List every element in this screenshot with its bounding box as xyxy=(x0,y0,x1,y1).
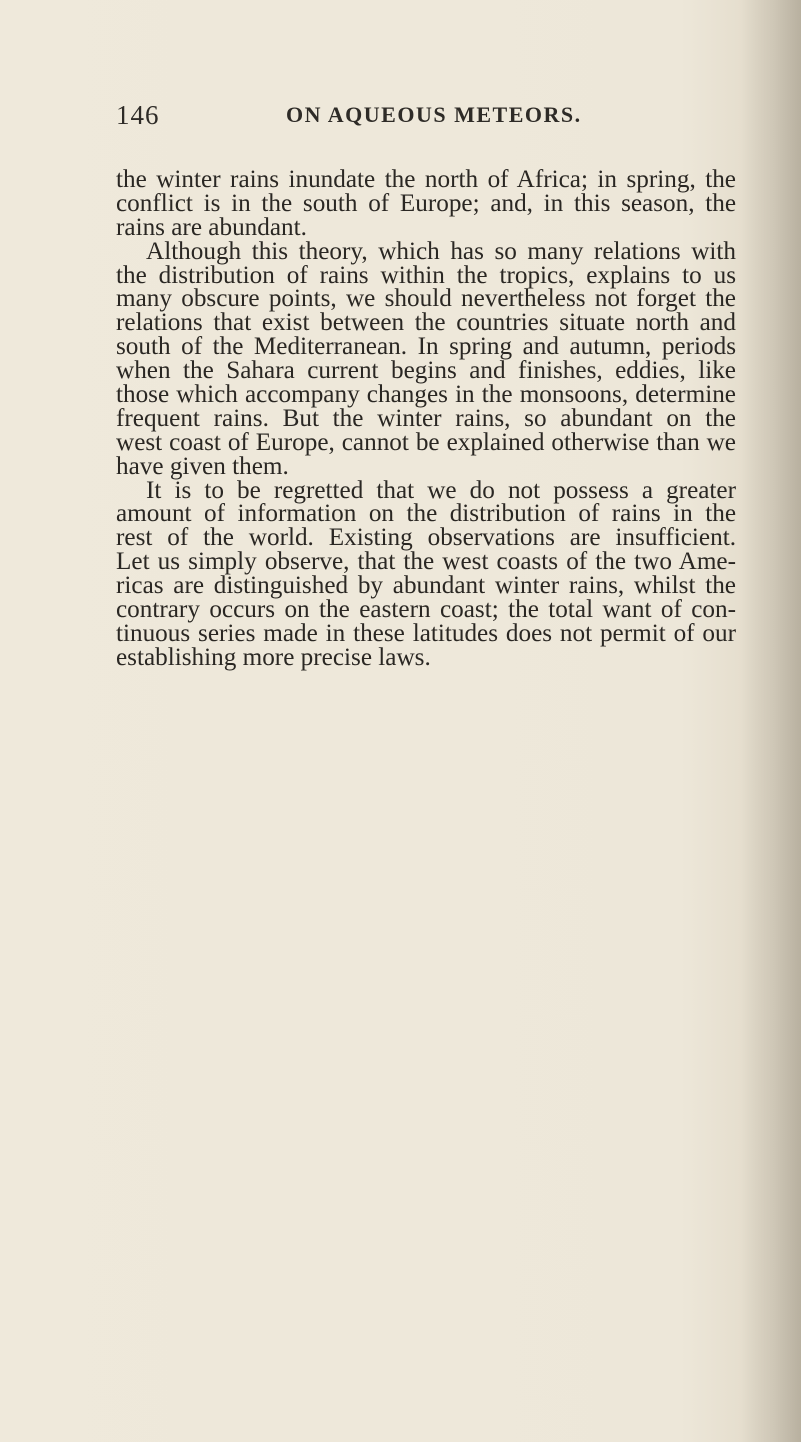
text-line: frequent rains. But the winter rains, so abundant on the xyxy=(116,404,736,432)
text-line: conflict is in the south of Europe; and, in this season, the xyxy=(116,189,736,217)
text-line: Let us simply observe, that the west coasts of the two Ame- xyxy=(116,548,736,576)
body-text xyxy=(116,168,736,670)
text-line: contrary occurs on the eastern coast; the total want of con- xyxy=(116,596,736,624)
text-line: tinuous series made in these latitudes does not permit of our xyxy=(116,619,736,647)
text-line: many obscure points, we should nevertheless not forget the xyxy=(116,285,736,313)
text-line: Although this theory, which has so many relations with xyxy=(146,237,736,265)
text-line: when the Sahara current begins and finishes, eddies, like xyxy=(116,357,736,385)
text-line: the distribution of rains within the tropics, explains to us xyxy=(116,261,736,289)
text-line: rest of the world. Existing observations are insufficient. xyxy=(116,524,736,552)
text-line: south of the Mediterranean. In spring and autumn, periods xyxy=(116,333,736,361)
text-line: rains are abundant. xyxy=(116,213,307,241)
page-number: 146 xyxy=(116,100,160,130)
running-title: ON AQUEOUS METEORS. xyxy=(286,102,582,127)
text-line: the winter rains inundate the north of Africa; in spring, the xyxy=(116,166,736,193)
text-line: relations that exist between the countries situate north and xyxy=(116,309,736,337)
text-line: ricas are distinguished by abundant winter rains, whilst the xyxy=(116,572,736,600)
page-header xyxy=(116,100,736,140)
text-line: It is to be regretted that we do not possess a greater xyxy=(146,476,736,504)
text-line: those which accompany changes in the monsoons, determine xyxy=(116,381,736,409)
page-edge-shadow xyxy=(741,0,801,1442)
text-line: establishing more precise laws. xyxy=(116,643,431,671)
text-line: have given them. xyxy=(116,452,289,480)
text-line: amount of information on the distribution of rains in the xyxy=(116,500,736,528)
text-line: west coast of Europe, cannot be explained otherwise than we xyxy=(116,428,736,456)
